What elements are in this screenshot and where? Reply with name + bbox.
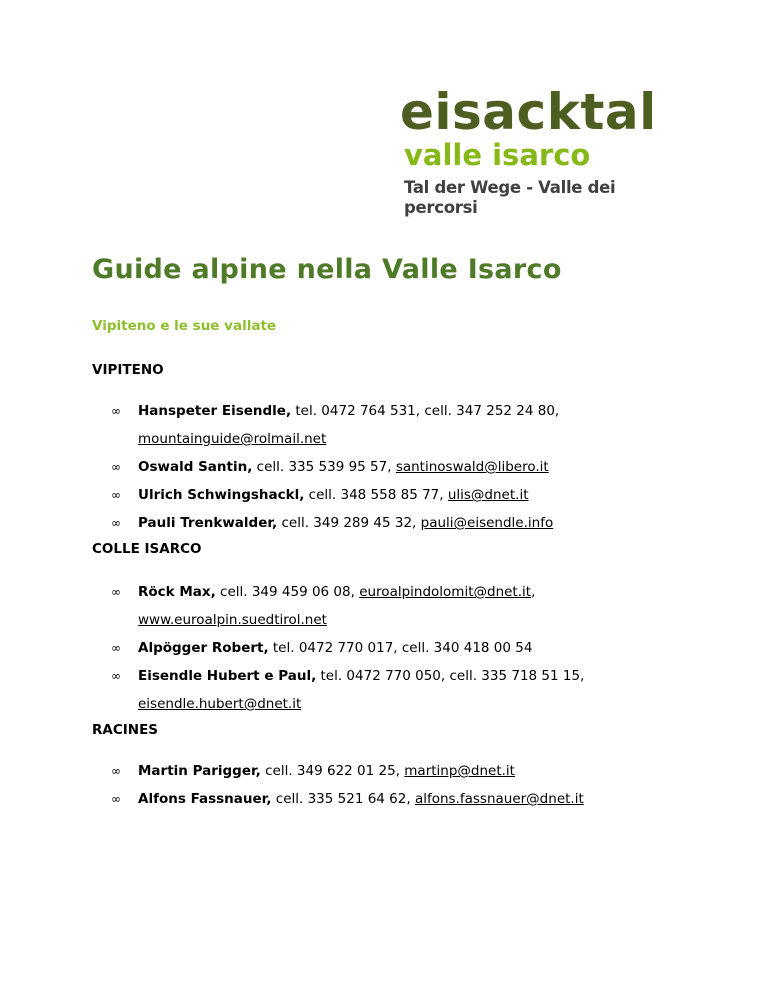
bullet-icon: ∞ [111,488,121,502]
guide-contact: cell. 349 622 01 25, [260,763,405,779]
email-link[interactable]: eisendle.hubert@dnet.it [138,696,302,712]
guide-contact: cell. 335 521 64 62, [271,791,415,807]
list-item [92,453,732,481]
logo-tagline: Tal der Wege - Valle dei percorsi [404,178,616,217]
email-link[interactable]: mountainguide@rolmail.net [138,431,327,447]
list-item [92,397,732,453]
email-link[interactable]: martinp@dnet.it [404,763,515,779]
guide-contact: tel. 0472 764 531, cell. 347 252 24 80, [291,403,560,419]
logo-wordmark: eisacktal [400,83,657,141]
logo-subtitle: valle isarco [404,138,591,172]
guide-contact: cell. 335 539 95 57, [252,459,396,475]
guide-name: Eisendle Hubert e Paul, [138,668,317,684]
list-item [92,634,732,662]
guide-name: Alfons Fassnauer, [138,791,272,807]
bullet-icon: ∞ [111,460,121,474]
email-link[interactable]: alfons.fassnauer@dnet.it [414,791,584,807]
list-item [92,757,732,785]
bullet-icon: ∞ [111,585,121,599]
section-heading-racines: RACINES [92,722,159,738]
page-subtitle: Vipiteno e le sue vallate [92,318,277,334]
separator-comma: , [531,584,536,600]
list-item [92,662,732,718]
bullet-icon: ∞ [111,404,121,418]
email-link[interactable]: pauli@eisendle.info [420,515,554,531]
guide-contact: cell. 349 289 45 32, [277,515,421,531]
list-item [92,578,732,634]
website-link[interactable]: www.euroalpin.suedtirol.net [138,612,327,628]
guide-contact: cell. 349 459 06 08, [215,584,360,600]
bullet-icon: ∞ [111,641,121,655]
bullet-icon: ∞ [111,516,121,530]
guide-name: Martin Parigger, [138,763,261,779]
guide-name: Hanspeter Eisendle, [138,403,292,419]
guide-contact: tel. 0472 770 017, cell. 340 418 00 54 [268,640,533,656]
bullet-icon: ∞ [111,669,121,683]
guide-name: Oswald Santin, [138,459,253,475]
bullet-icon: ∞ [111,764,121,778]
guide-name: Pauli Trenkwalder, [138,515,278,531]
list-vipiteno [92,397,732,537]
email-link[interactable]: santinoswald@libero.it [395,459,549,475]
list-item [92,509,732,537]
guide-name: Alpögger Robert, [138,640,269,656]
guide-name: Röck Max, [138,584,216,600]
guide-name: Ulrich Schwingshackl, [138,487,305,503]
email-link[interactable]: ulis@dnet.it [447,487,529,503]
bullet-icon: ∞ [111,792,121,806]
list-item [92,785,732,813]
list-item [92,481,732,509]
list-racines [92,757,732,813]
section-heading-vipiteno: VIPITENO [92,362,164,378]
eisacktal-logo [400,83,690,218]
email-link[interactable]: euroalpindolomit@dnet.it [359,584,532,600]
guide-contact: cell. 348 558 85 77, [304,487,448,503]
list-colle-isarco [92,578,732,718]
guide-contact: tel. 0472 770 050, cell. 335 718 51 15, [316,668,585,684]
page-title: Guide alpine nella Valle Isarco [92,254,562,285]
section-heading-colle-isarco: COLLE ISARCO [92,541,202,557]
